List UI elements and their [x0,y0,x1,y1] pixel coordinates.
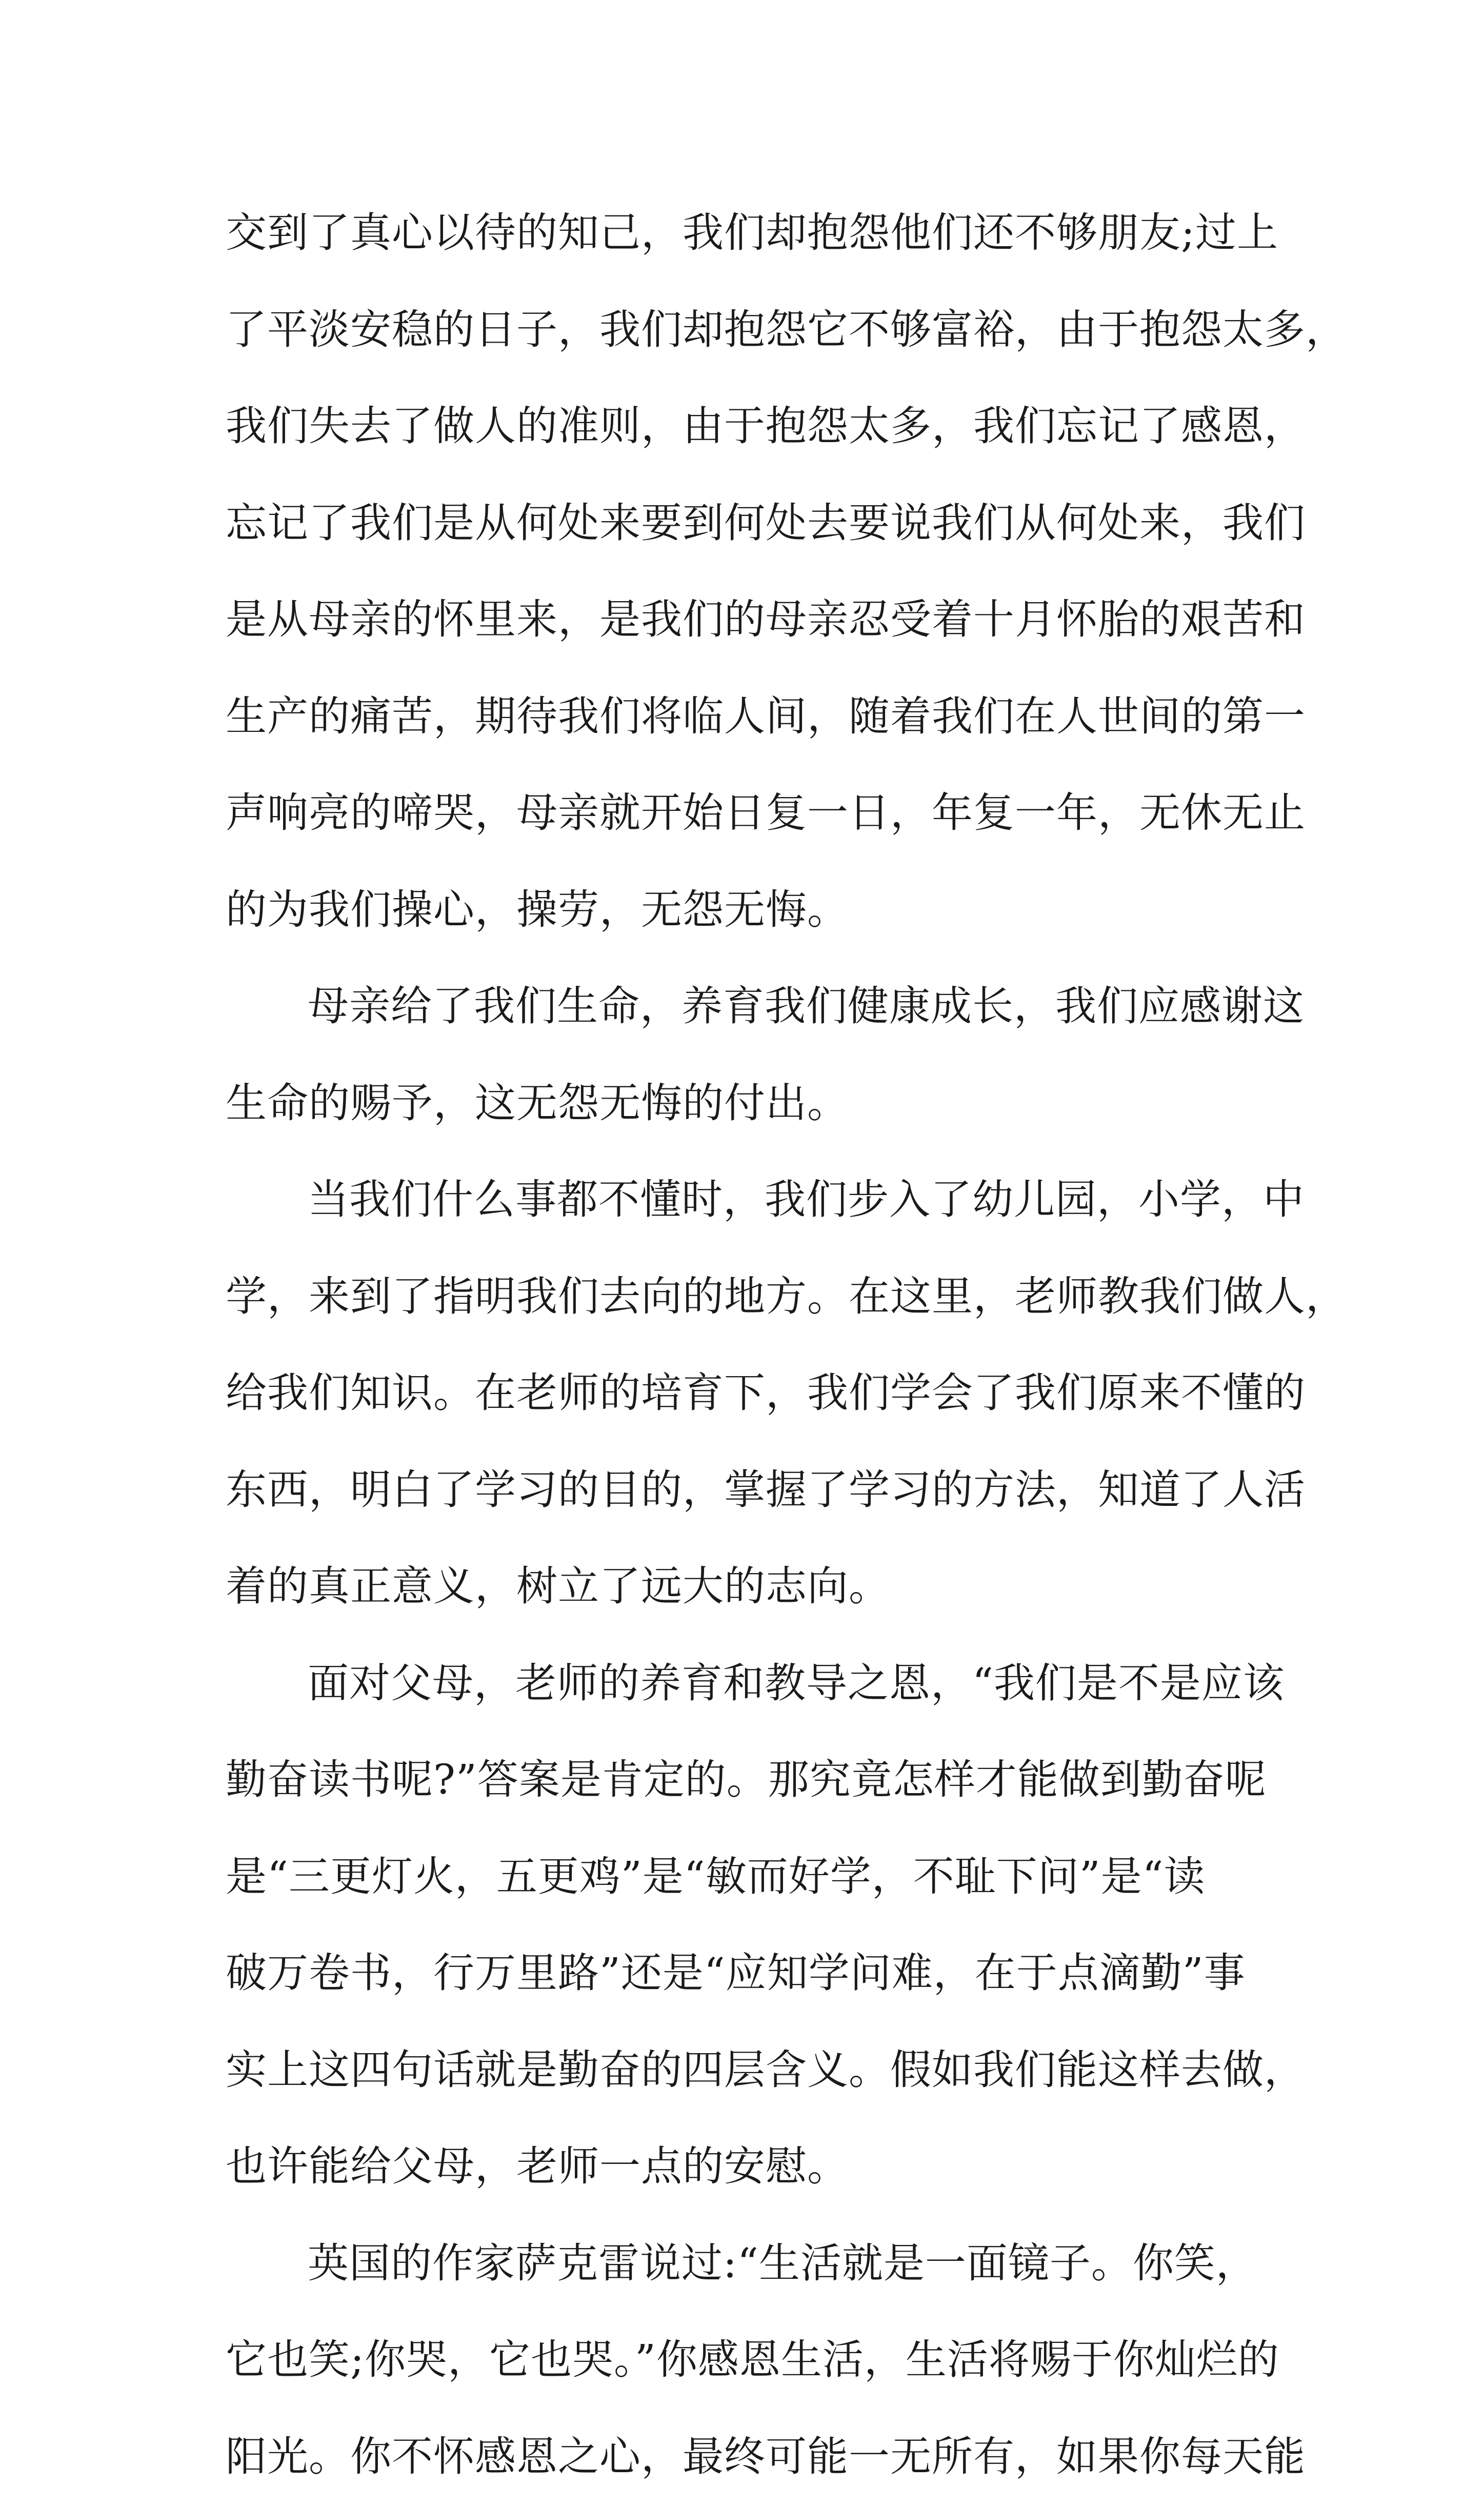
text-line: 是从母亲的怀里来，是我们的母亲忍受着十月怀胎的艰苦和 [226,571,1282,668]
text-line: 当我们什么事都不懂时，我们步入了幼儿园，小学，中 [226,1151,1282,1248]
text-line: 我们失去了做人的准则，由于抱怨太多，我们忘记了感恩， [226,378,1282,475]
text-line: 实上这四句话就是勤奋的四层含义。假如我们能这样去做， [226,2022,1282,2119]
text-line: 它也笑;你哭，它也哭。”你感恩生活，生活将赐于你灿烂的 [226,2312,1282,2409]
text-line: 生产的痛苦，期待我们将临人间，随着我们在人世间的第一 [226,668,1282,765]
body-text [226,185,1282,2505]
text-line: 破万卷书，行万里路”还是“应知学问难，在于点滴勤”事 [226,1925,1282,2022]
text-line: 面对父母，老师的养育和教导之恩，“我们是不是应该 [226,1635,1282,1732]
text-line: 忘记了我们是从何处来要到何处去要说我们从何处来，我们 [226,475,1282,572]
text-line: 给我们知识。在老师的培育下，我们学会了我们原来不懂的 [226,1345,1282,1442]
text-line: 母亲给了我们生命，养育我们健康成长，我们应感谢这 [226,958,1282,1055]
text-line: 声响亮的啼哭，母亲就开始日复一日，年复一年，无休无止 [226,765,1282,862]
text-line: 勤奋读书呢?”答案是肯定的。那究竟怎样才能做到勤奋呢 [226,1732,1282,1828]
text-line: 学，来到了指明我们去向的地方。在这里，老师教我们做人， [226,1248,1282,1345]
text-line: 交到了真心以待的知己，我们却抱怨他们还不够朋友;过上 [226,185,1282,282]
text-line: 东西，明白了学习的目的，掌握了学习的方法，知道了人活 [226,1442,1282,1539]
text-line: 的为我们操心，操劳，无怨无悔。 [226,862,1282,959]
text-line: 阳光。你不怀感恩之心，最终可能一无所有，如果你每天能 [226,2409,1282,2505]
text-line: 英国的作家萨克雷说过:“生活就是一面镜子。你笑， [226,2215,1282,2312]
text-line: 了平淡安稳的日子，我们却抱怨它不够富裕，由于抱怨太多， [226,282,1282,379]
text-line: 生命的赐予，这无怨无悔的付出。 [226,1055,1282,1152]
text-line: 着的真正意义，树立了远大的志向。 [226,1538,1282,1635]
text-line: 也许能给父母，老师一点的安慰。 [226,2118,1282,2215]
text-line: 是“三更灯火，五更鸡”是“敏而好学，不耻下问”是“读 [226,1828,1282,1925]
